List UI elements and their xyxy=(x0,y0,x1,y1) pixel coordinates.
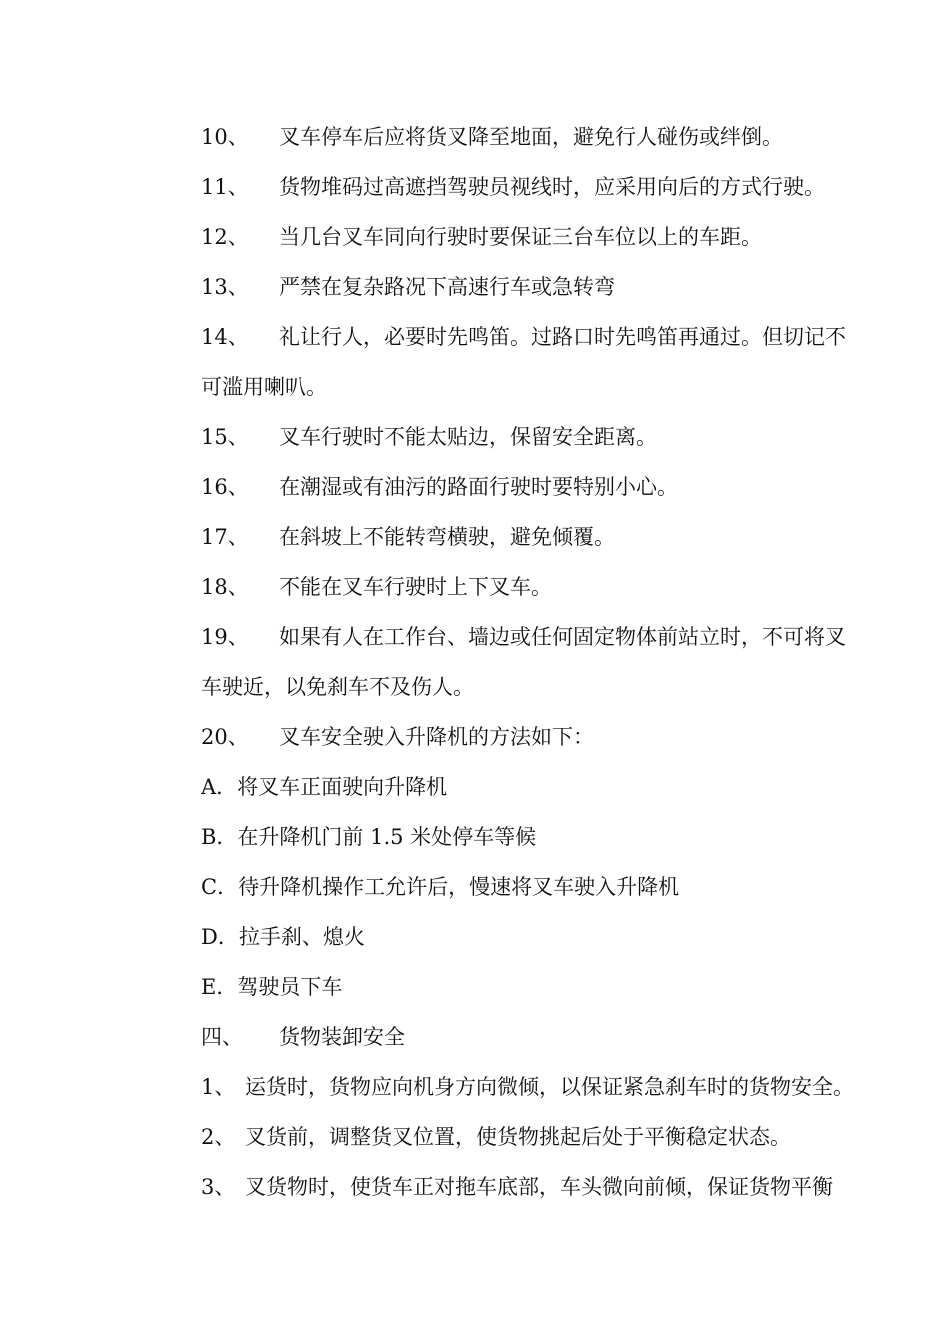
item-text: 在潮湿或有油污的路面行驶时要特别小心。 xyxy=(279,475,678,499)
item-text: 车驶近，以免刹车不及伤人。 xyxy=(201,675,474,699)
sub-step xyxy=(201,762,891,812)
continuation-line xyxy=(201,362,891,412)
list-item xyxy=(201,512,891,562)
list-item xyxy=(201,262,891,312)
document-body xyxy=(201,112,891,1212)
item-text: 叉货前，调整货叉位置，使货物挑起后处于平衡稳定状态。 xyxy=(245,1125,791,1149)
item-number: 12、 xyxy=(201,225,249,249)
item-text: 礼让行人，必要时先鸣笛。过路口时先鸣笛再通过。但切记不 xyxy=(279,325,846,349)
item-number: 16、 xyxy=(201,475,249,499)
item-text: 叉车停车后应将货叉降至地面，避免行人碰伤或绊倒。 xyxy=(279,125,783,149)
item-number: 17、 xyxy=(201,525,249,549)
item-number: 19、 xyxy=(201,625,249,649)
item-text: 当几台叉车同向行驶时要保证三台车位以上的车距。 xyxy=(279,225,762,249)
list-item xyxy=(201,412,891,462)
list-item xyxy=(201,712,891,762)
list-item xyxy=(201,612,891,662)
item-number: 10、 xyxy=(201,125,249,149)
item-text: 货物堆码过高遮挡驾驶员视线时，应采用向后的方式行驶。 xyxy=(279,175,825,199)
item-text: 叉车行驶时不能太贴边，保留安全距离。 xyxy=(279,425,657,449)
continuation-line xyxy=(201,662,891,712)
section-number: 四、 xyxy=(201,1025,243,1049)
item-text: 可滥用喇叭。 xyxy=(201,375,327,399)
list-item xyxy=(201,1162,891,1212)
item-text: D．拉手刹、熄火 xyxy=(201,925,365,949)
section-title: 货物装卸安全 xyxy=(279,1025,405,1049)
item-text: 叉车安全驶入升降机的方法如下： xyxy=(279,725,594,749)
item-number: 2、 xyxy=(201,1125,236,1149)
list-item xyxy=(201,212,891,262)
item-text: 在斜坡上不能转弯横驶，避免倾覆。 xyxy=(279,525,615,549)
item-text: C．待升降机操作工允许后，慢速将叉车驶入升降机 xyxy=(201,875,680,899)
sub-step xyxy=(201,912,891,962)
item-number: 13、 xyxy=(201,275,249,299)
item-number: 1、 xyxy=(201,1075,236,1099)
item-number: 11、 xyxy=(201,175,249,199)
list-item xyxy=(201,1062,891,1112)
sub-step xyxy=(201,962,891,1012)
sub-step xyxy=(201,862,891,912)
list-item xyxy=(201,112,891,162)
item-number: 18、 xyxy=(201,575,249,599)
item-text: 不能在叉车行驶时上下叉车。 xyxy=(279,575,552,599)
list-item xyxy=(201,462,891,512)
sub-step xyxy=(201,812,891,862)
item-number: 15、 xyxy=(201,425,249,449)
item-text: B．在升降机门前 1.5 米处停车等候 xyxy=(201,825,537,849)
item-number: 14、 xyxy=(201,325,249,349)
list-item xyxy=(201,162,891,212)
item-number: 3、 xyxy=(201,1175,236,1199)
list-item xyxy=(201,1112,891,1162)
item-text: 严禁在复杂路况下高速行车或急转弯 xyxy=(279,275,615,299)
item-text: A．将叉车正面驶向升降机 xyxy=(201,775,448,799)
list-item xyxy=(201,312,891,362)
item-text: 如果有人在工作台、墙边或任何固定物体前站立时，不可将叉 xyxy=(279,625,846,649)
item-number: 20、 xyxy=(201,725,249,749)
item-text: E．驾驶员下车 xyxy=(201,975,343,999)
list-item xyxy=(201,562,891,612)
item-text: 运货时，货物应向机身方向微倾，以保证紧急刹车时的货物安全。 xyxy=(245,1075,854,1099)
item-text: 叉货物时，使货车正对拖车底部，车头微向前倾，保证货物平衡 xyxy=(245,1175,833,1199)
section-heading xyxy=(201,1012,891,1062)
